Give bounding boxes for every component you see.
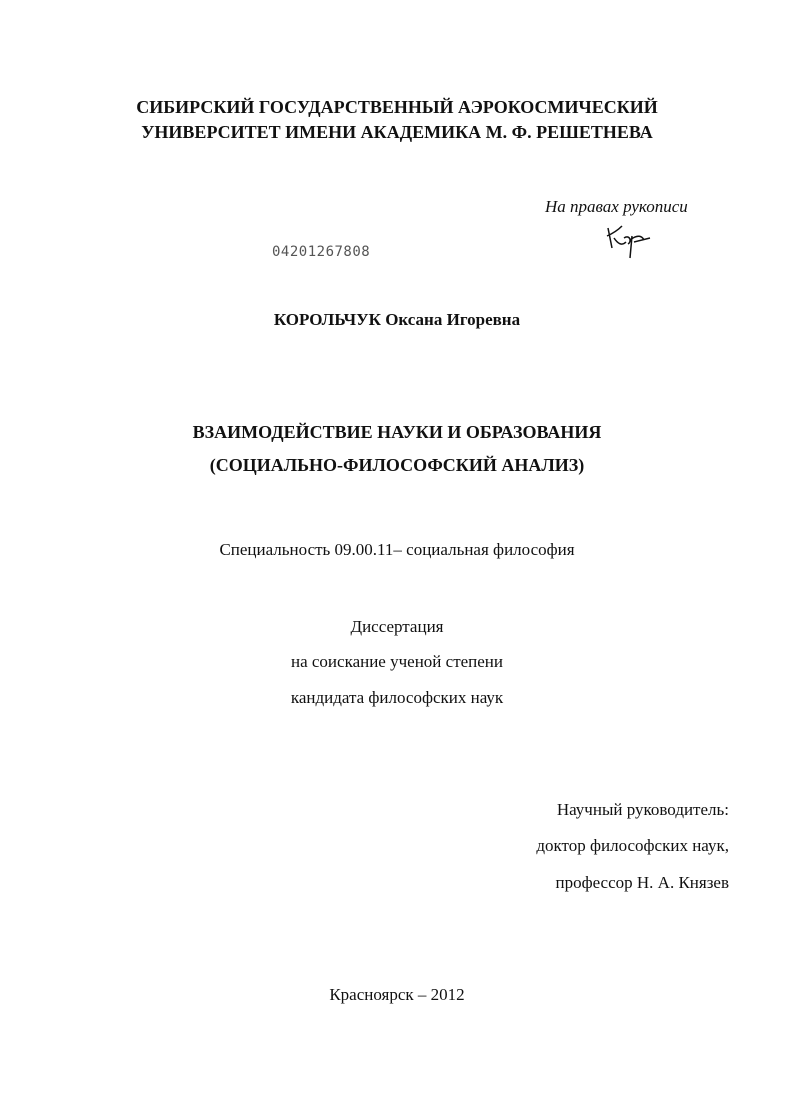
supervisor-label: Научный руководитель: [556,800,729,819]
degree-line-1: Диссертация [350,617,444,636]
degree-line-3: кандидата философских наук [290,688,504,707]
place-year: Красноярск – 2012 [329,985,465,1004]
supervisor-name: профессор Н. А. Князев [555,873,729,892]
degree-line-2: на соискание ученой степени [290,652,504,671]
university-line-1: СИБИРСКИЙ ГОСУДАРСТВЕННЫЙ АЭРОКОСМИЧЕСКИЙ [136,97,658,117]
library-number: 04201267808 [272,244,371,260]
specialty: Специальность 09.00.11– социальная философия [219,540,575,559]
manuscript-note: На правах рукописи [545,197,688,216]
author-name: КОРОЛЬЧУК Оксана Игоревна [273,310,521,329]
signature [604,222,654,262]
title-line-2: (СОЦИАЛЬНО-ФИЛОСОФСКИЙ АНАЛИЗ) [209,455,585,475]
title-line-1: ВЗАИМОДЕЙСТВИЕ НАУКИ И ОБРАЗОВАНИЯ [192,422,602,442]
supervisor-degree: доктор философских наук, [536,836,729,855]
university-line-2: УНИВЕРСИТЕТ ИМЕНИ АКАДЕМИКА М. Ф. РЕШЕТНЕВА [141,122,653,142]
